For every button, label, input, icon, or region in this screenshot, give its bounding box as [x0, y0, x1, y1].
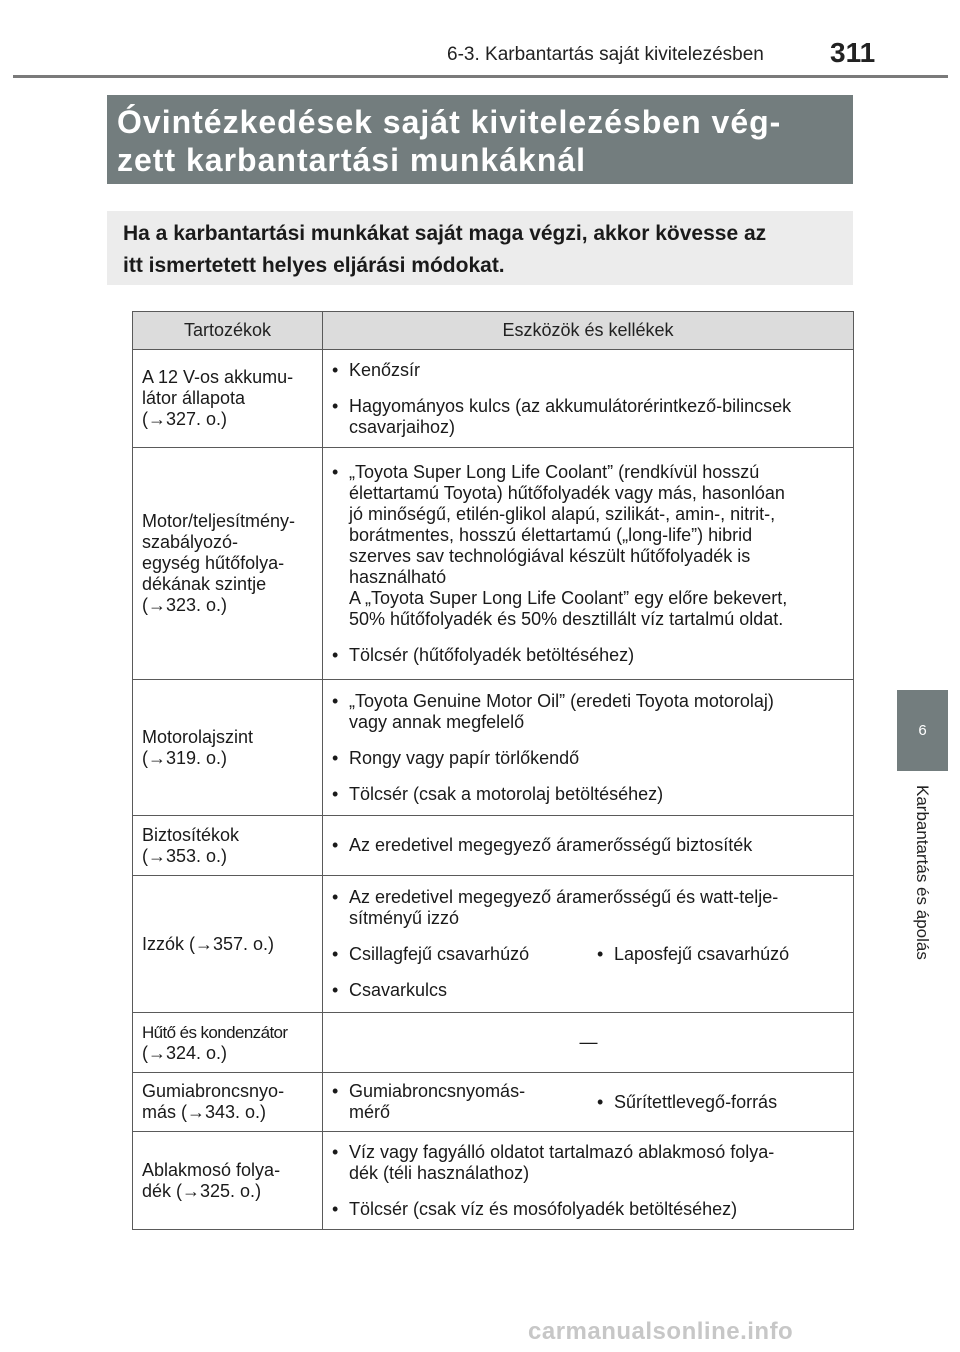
list-item: • „Toyota Super Long Life Coolant” (rendkívül hosszú élettartamú Toyota) hűtőfolyadék vagy más, hasonlóan jó minőségű, etilén-glikol alapú, szilikát-, amin-, nitrit-, borátmentes, hosszú élettartamú („long-life”) hibrid szerves sav technológiával készült hűtőfolyadék is használható A „Toyota Super Long Life Coolant” egy előre bekevert, 50% hűtőfolyadék és 50% desztillált víz tartalmú oldat.: [332, 462, 845, 630]
header-tools: Eszközök és kellékek: [323, 312, 854, 350]
chapter-number: 6: [918, 722, 927, 739]
list-item: • Gumiabroncsnyomás- mérő: [332, 1081, 597, 1123]
header-items: Tartozékok: [133, 312, 323, 350]
tools-cell: [323, 1073, 854, 1132]
list-item: • Tölcsér (csak víz és mosófolyadék betöltéséhez): [332, 1199, 845, 1220]
list-item: • Hagyományos kulcs (az akkumulátorérintkező-bilincsek csavarjaihoz): [332, 396, 845, 438]
list-item: • Csillagfejű csavarhúzó: [332, 944, 597, 965]
header-rule: [13, 75, 948, 78]
table-row: [133, 1132, 854, 1230]
heading: [117, 103, 843, 179]
item-cell: Motor/teljesítmény- szabályozó- egység hűtőfolya- dékának szintje (→323. o.): [133, 448, 323, 680]
table-header-row: [133, 312, 854, 350]
item-cell: Izzók (→357. o.): [133, 876, 323, 1013]
list-item: • Az eredetivel megegyező áramerősségű biztosíték: [332, 835, 845, 856]
tools-cell: [323, 876, 854, 1013]
tools-table: [132, 311, 854, 1230]
tools-cell: [323, 350, 854, 448]
list-item: • Laposfejű csavarhúzó: [597, 944, 789, 965]
item-text: látor állapota: [142, 388, 246, 408]
empty-dash: —: [579, 1032, 598, 1052]
list-item-pair: [332, 944, 845, 965]
list-item: • Kenőzsír: [332, 360, 845, 381]
table-row: [133, 1073, 854, 1132]
table-row: [133, 350, 854, 448]
list-item: • Csavarkulcs: [332, 980, 845, 1001]
heading-line-2: zett karbantartási munkáknál: [117, 142, 587, 178]
item-cell: Gumiabroncsnyo- más (→343. o.): [133, 1073, 323, 1132]
list-item: • Az eredetivel megegyező áramerősségű és watt-telje- sítményű izzó: [332, 887, 845, 929]
tools-cell: [323, 448, 854, 680]
list-item: • Sűrítettlevegő-forrás: [597, 1092, 777, 1113]
item-cell: Ablakmosó folya- dék (→325. o.): [133, 1132, 323, 1230]
watermark: carmanualsonline.info: [528, 1318, 794, 1345]
list-item-pair: [332, 1081, 845, 1123]
tools-cell: [323, 816, 854, 876]
intro-line-2: itt ismertetett helyes eljárási módokat.: [123, 254, 505, 277]
item-cell: Hűtő és kondenzátor (→324. o.): [133, 1013, 323, 1073]
intro-text: [123, 218, 837, 282]
list-item: • Rongy vagy papír törlőkendő: [332, 748, 845, 769]
section-title: 6-3. Karbantartás saját kivitelezésben: [447, 44, 764, 65]
tools-cell: [323, 1013, 854, 1073]
item-cell: Motorolajszint (→319. o.): [133, 680, 323, 816]
page-number: 311: [830, 37, 876, 68]
tools-cell: [323, 680, 854, 816]
item-text: A 12 V-os akkumu-: [142, 367, 294, 387]
chapter-tab: [897, 690, 948, 771]
table-row: [133, 680, 854, 816]
intro-box: [107, 211, 853, 285]
list-item: • Tölcsér (csak a motorolaj betöltéséhez): [332, 784, 845, 805]
list-item: • „Toyota Genuine Motor Oil” (eredeti Toyota motorolaj) vagy annak megfelelő: [332, 691, 845, 733]
item-cell: [133, 350, 323, 448]
heading-line-1: Óvintézkedések saját kivitelezésben vég-: [117, 104, 782, 140]
list-item: • Tölcsér (hűtőfolyadék betöltéséhez): [332, 645, 845, 666]
chapter-label: Karbantartás és ápolás: [913, 785, 932, 960]
table-row: [133, 816, 854, 876]
table-row: [133, 1013, 854, 1073]
item-text: (→327. o.): [142, 409, 228, 429]
table-row: [133, 876, 854, 1013]
list-item: • Víz vagy fagyálló oldatot tartalmazó ablakmosó folya- dék (téli használathoz): [332, 1142, 845, 1184]
table-row: [133, 448, 854, 680]
tools-cell: [323, 1132, 854, 1230]
item-cell: Biztosítékok (→353. o.): [133, 816, 323, 876]
intro-line-1: Ha a karbantartási munkákat saját maga végzi, akkor kövesse az: [123, 222, 767, 245]
heading-box: [107, 95, 853, 184]
